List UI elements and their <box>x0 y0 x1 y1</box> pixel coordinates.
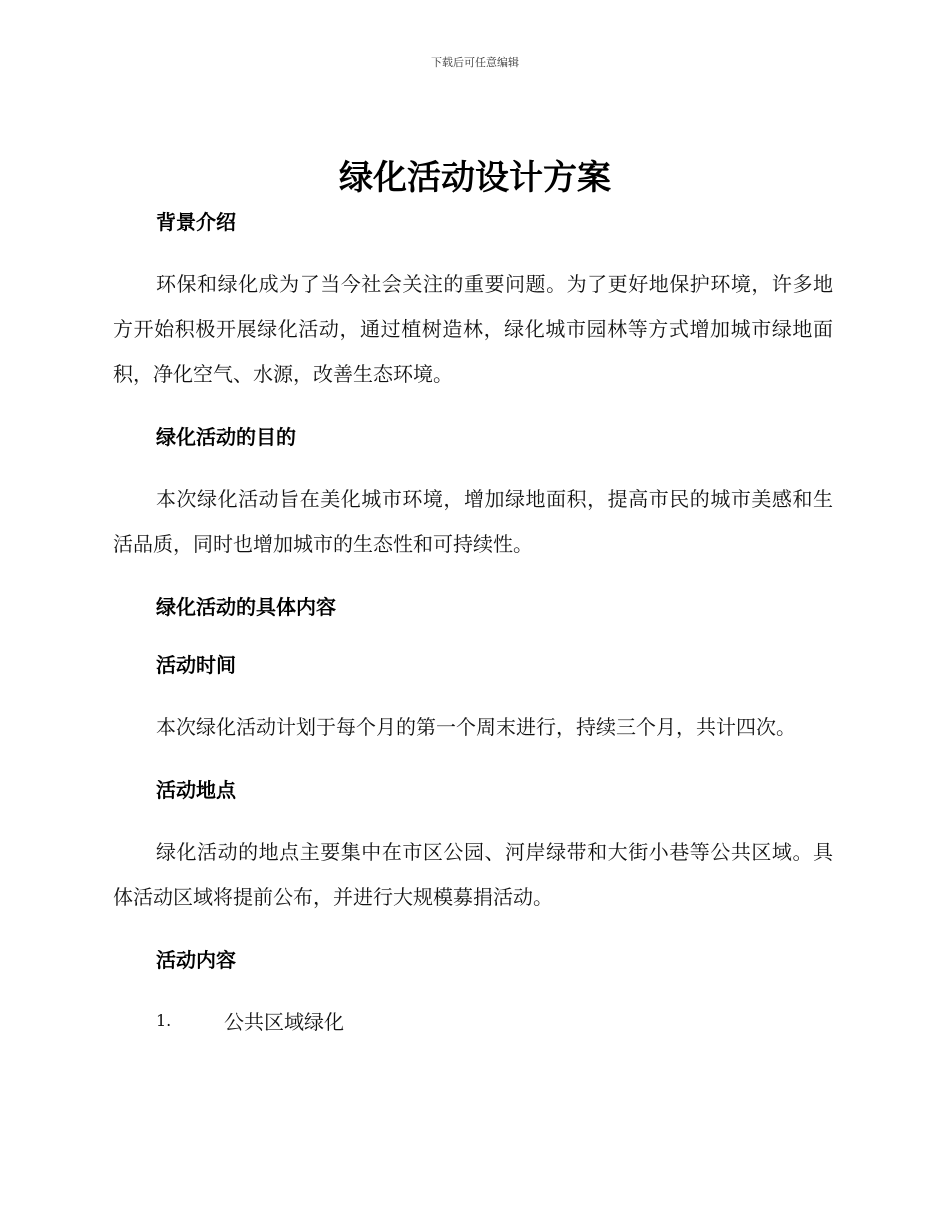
heading-background: 背景介绍 <box>156 210 236 234</box>
heading-content: 绿化活动的具体内容 <box>156 595 336 619</box>
paragraph-time: 本次绿化活动计划于每个月的第一个周末进行，持续三个月，共计四次。 <box>156 715 796 739</box>
heading-purpose: 绿化活动的目的 <box>156 425 296 449</box>
header-note: 下载后可任意编辑 <box>431 56 519 69</box>
heading-location: 活动地点 <box>156 778 236 802</box>
list-item-text: 公共区域绿化 <box>224 1009 344 1034</box>
paragraph-background: 环保和绿化成为了当今社会关注的重要问题。为了更好地保护环境，许多地方开始积极开展绿化活动，通过植树造林，绿化城市园林等方式增加城市绿地面积，净化空气、水源，改善生态环境。 <box>113 272 833 386</box>
list-item <box>113 1000 833 1040</box>
paragraph-location: 绿化活动的地点主要集中在市区公园、河岸绿带和大街小巷等公共区域。具体活动区域将提前公布，并进行大规模募捐活动。 <box>113 840 833 909</box>
paragraph-purpose: 本次绿化活动旨在美化城市环境，增加绿地面积，提高市民的城市美感和生活品质，同时也增加城市的生态性和可持续性。 <box>113 487 833 556</box>
document-body <box>113 204 833 1040</box>
heading-time: 活动时间 <box>156 653 236 677</box>
heading-activity: 活动内容 <box>156 948 236 972</box>
document-title: 绿化活动设计方案 <box>339 158 611 198</box>
list-item-number: 1. <box>156 1010 172 1030</box>
